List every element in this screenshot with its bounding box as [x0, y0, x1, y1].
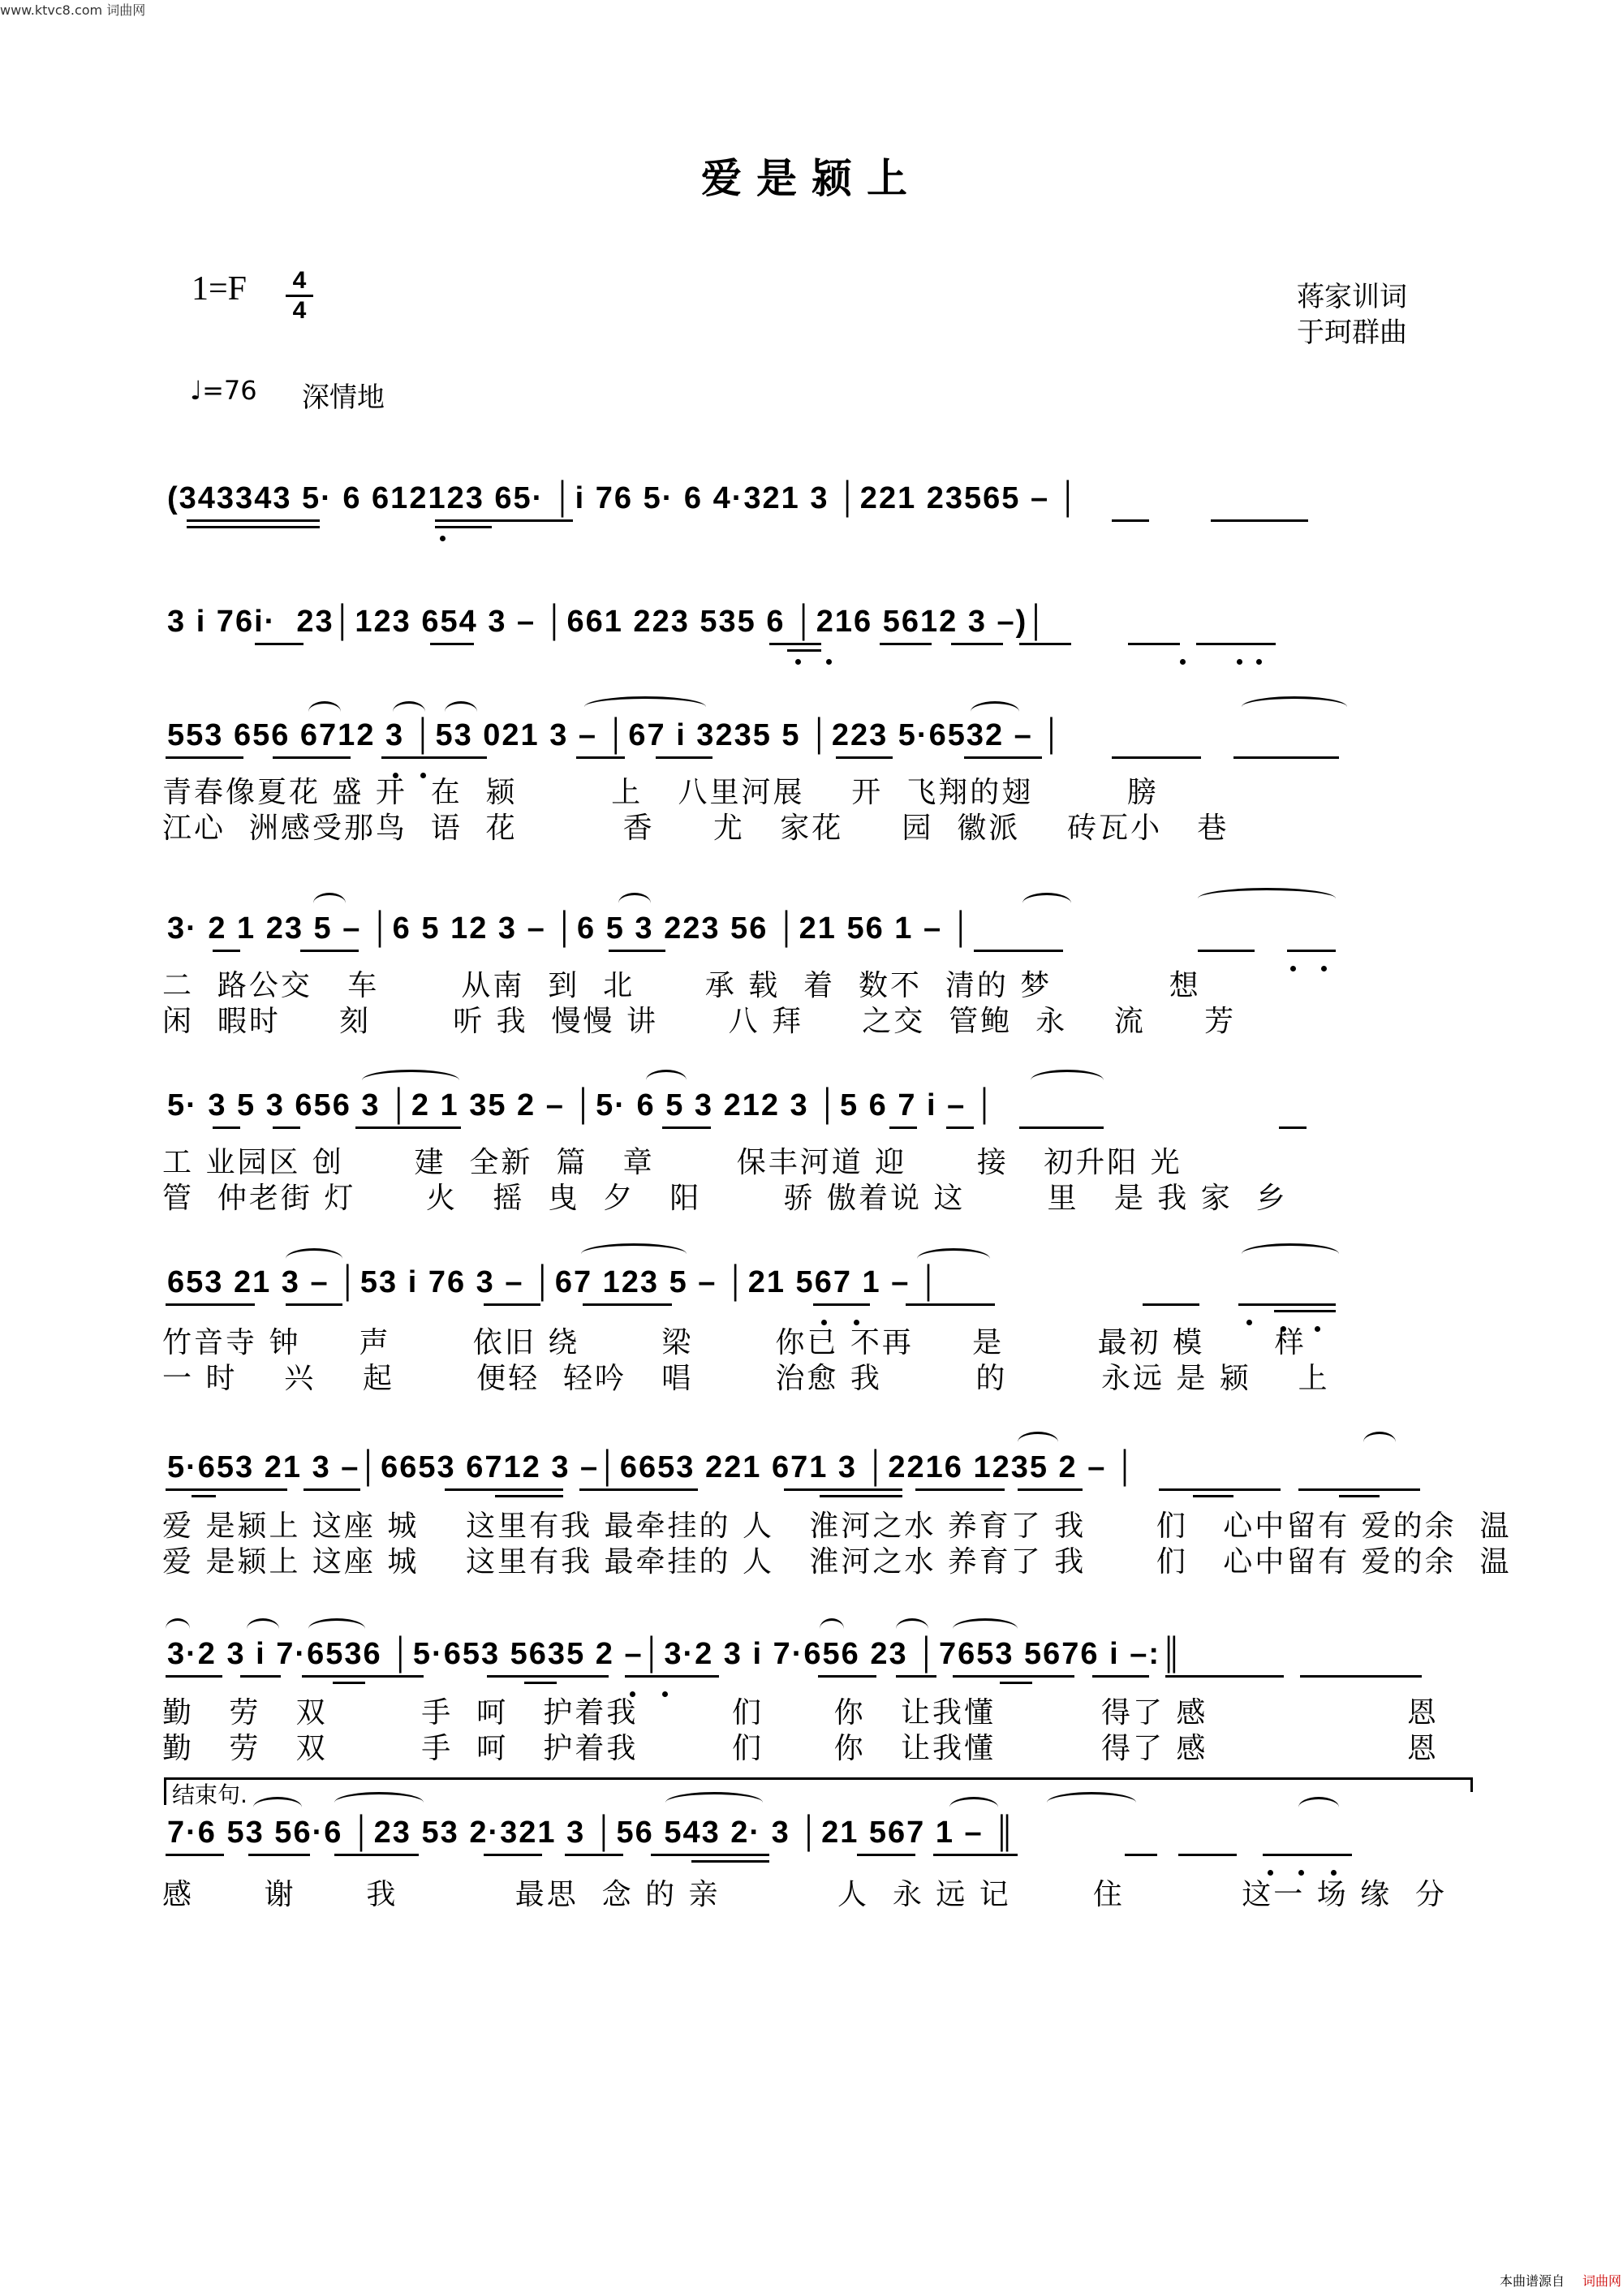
lyric-row-7-line-1: 爱 是颍上 这座 城 这里有我 最牵挂的 人 淮河之水 养育了 我 们 心中留有 爱的余 温 — [162, 1510, 1512, 1543]
lyric-row-6-line-1: 竹音寺 钟 声 依旧 绕 梁 你已 不再 是 最初 模 样 — [162, 1326, 1307, 1359]
notation-row-2 — [162, 596, 1477, 648]
lyric-row-3-line-2: 江心 洲感受那鸟 语 花 香 尤 家花 园 徽派 砖瓦小 巷 — [162, 812, 1229, 845]
lyric-row-5-line-1: 工 业园区 创 建 全新 篇 章 保丰河道 迎 接 初升阳 光 — [162, 1146, 1182, 1179]
notation-row-4 — [162, 902, 1477, 954]
time-signature-top: 4 — [292, 267, 307, 294]
notation-row-5 — [162, 1079, 1477, 1131]
notes-row-8: 3·2 3 i 7·6536 │5·653 5635 2 –│3·2 3 i 7·656 23 │7653 5676 i –:║ — [167, 1637, 1184, 1671]
notes-row-9: 7·6 53 56·6 │23 53 2·321 3 │56 543 2· 3 │21 567 1 – ║ — [167, 1816, 1018, 1850]
notation-row-3 — [162, 709, 1477, 761]
lyric-row-8-line-2: 勤 劳 双 手 呵 护着我 们 你 让我懂 得了 感 恩 — [162, 1732, 1439, 1765]
lyric-row-4-line-1: 二 路公交 车 从南 到 北 承 载 着 数不 清的 梦 想 — [162, 969, 1201, 1002]
footer-site: 词曲网 — [1582, 2273, 1622, 2289]
footer-source: 本曲谱源自 — [1500, 2273, 1565, 2289]
time-signature — [286, 268, 313, 324]
lyric-row-7-line-2: 爱 是颍上 这座 城 这里有我 最牵挂的 人 淮河之水 养育了 我 们 心中留有 爱的余 温 — [162, 1545, 1512, 1579]
notation-row-1 — [162, 472, 1477, 524]
lyric-row-6-line-2: 一 时 兴 起 便轻 轻吟 唱 治愈 我 的 永远 是 颍 上 — [162, 1362, 1330, 1395]
notation-row-9 — [162, 1807, 1477, 1859]
lyric-row-4-line-2: 闲 暇时 刻 听 我 慢慢 讲 八 拜 之交 管鲍 永 流 芳 — [162, 1005, 1237, 1038]
notes-row-6: 653 21 3 – │53 i 76 3 – │67 123 5 – │21 567 1 – │ — [167, 1265, 941, 1299]
composer-credit: 于珂群曲 — [1297, 317, 1407, 349]
lyric-row-3-line-1: 青春像夏花 盛 开 在 颍 上 八里河展 开 飞翔的翅 膀 — [162, 776, 1159, 809]
ending-bracket-right — [1470, 1777, 1473, 1792]
tempo-marking: ♩=76 — [190, 375, 257, 406]
notes-row-4: 3· 2 1 23 5 – │6 5 12 3 – │6 5 3 223 56 │21 56 1 – │ — [167, 911, 974, 946]
song-title: 爱是颍上 — [701, 154, 922, 202]
notes-row-3: 553 656 6712 3 │53 021 3 – │67 i 3235 5 │223 5·6532 – │ — [167, 718, 1065, 752]
lyric-row-9-line-1: 感 谢 我 最思 念 的 亲 人 永 远 记 住 这一 场 缘 分 — [162, 1878, 1448, 1911]
notes-row-5: 5· 3 5 3 656 3 │2 1 35 2 – │5· 6 5 3 212 3 │5 6 7 i – │ — [167, 1088, 997, 1122]
time-signature-bottom: 4 — [292, 297, 307, 324]
ending-label: 结束句. — [172, 1781, 248, 1808]
key-signature: 1=F — [192, 270, 248, 308]
expression-marking: 深情地 — [302, 381, 385, 414]
notes-row-1: (343343 5· 6 612123 65· │i 76 5· 6 4·321 3 │221 23565 – │ — [167, 481, 1081, 515]
lyric-row-5-line-2: 管 仲老街 灯 火 摇 曳 夕 阳 骄 傲着说 这 里 是 我 家 乡 — [162, 1182, 1288, 1215]
ending-bracket-left — [164, 1777, 166, 1805]
notation-row-7 — [162, 1441, 1477, 1493]
notation-row-6 — [162, 1256, 1477, 1308]
notation-row-8 — [162, 1628, 1477, 1680]
notes-row-2: 3 i 76i· 23│123 654 3 – │661 223 535 6 │216 5612 3 –)│ — [167, 605, 1049, 639]
site-watermark: www.ktvc8.com 词曲网 — [0, 2, 146, 18]
lyricist-credit: 蒋家训词 — [1297, 281, 1407, 313]
lyric-row-8-line-1: 勤 劳 双 手 呵 护着我 们 你 让我懂 得了 感 恩 — [162, 1696, 1439, 1730]
notes-row-7: 5·653 21 3 –│6653 6712 3 –│6653 221 671 3 │2216 1235 2 – │ — [167, 1450, 1138, 1484]
ending-bracket — [164, 1777, 1472, 1780]
